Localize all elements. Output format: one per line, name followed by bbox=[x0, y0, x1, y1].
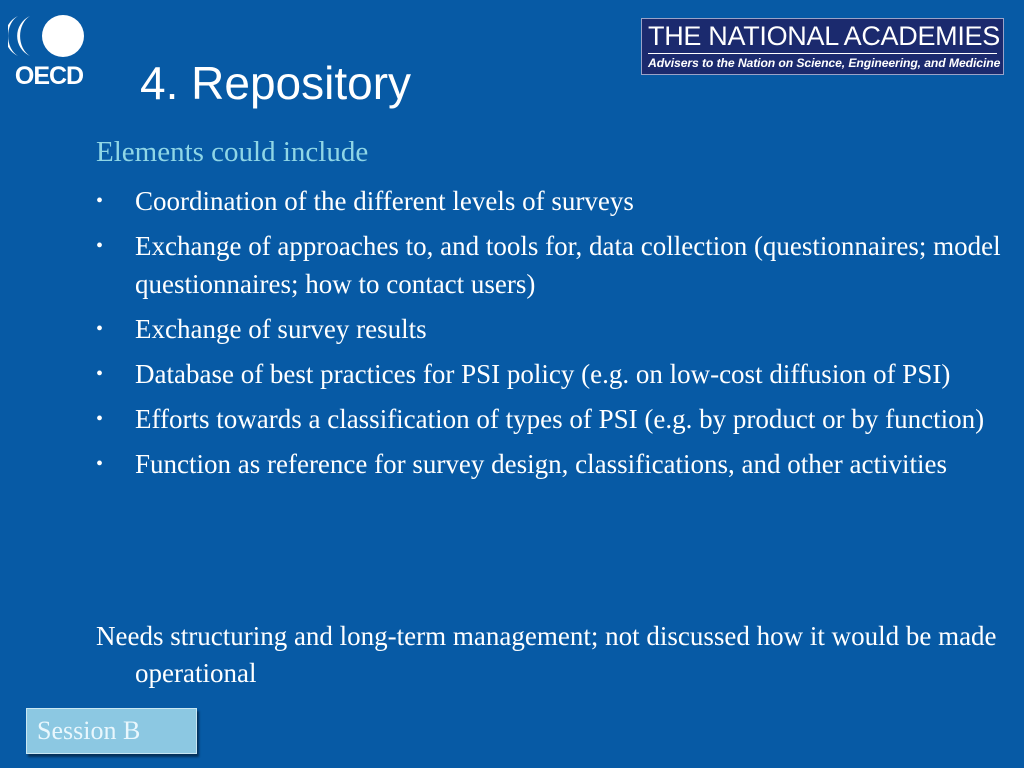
oecd-logo-text: OECD bbox=[14, 62, 84, 90]
intro-text: Elements could include bbox=[96, 136, 369, 168]
bullet-icon: • bbox=[96, 408, 104, 430]
bullet-icon: • bbox=[96, 363, 104, 385]
bullet-icon: • bbox=[96, 190, 104, 212]
bullet-list bbox=[96, 182, 1006, 490]
bullet-text: Database of best practices for PSI policy (e.g. on low-cost diffusion of PSI) bbox=[135, 359, 951, 389]
bullet-icon: • bbox=[96, 235, 104, 257]
bullet-icon: • bbox=[96, 453, 104, 475]
bullet-text: Exchange of approaches to, and tools for, data collection (questionnaires; model questionnaires; how to contact users) bbox=[135, 231, 1001, 299]
academies-title: THE NATIONAL ACADEMIES bbox=[648, 21, 1000, 51]
academies-divider bbox=[648, 53, 997, 54]
closing-text: Needs structuring and long-term management; not discussed how it would be made operational bbox=[96, 621, 997, 688]
oecd-logo bbox=[8, 12, 90, 90]
bullet-text: Exchange of survey results bbox=[135, 314, 427, 344]
national-academies-logo bbox=[641, 18, 1004, 75]
bullet-text: Efforts towards a classification of types of PSI (e.g. by product or by function) bbox=[135, 404, 985, 434]
session-b-button[interactable]: Session B bbox=[26, 708, 197, 754]
academies-subtitle: Advisers to the Nation on Science, Engineering, and Medicine bbox=[648, 56, 1001, 70]
bullet-item bbox=[96, 400, 1006, 438]
bullet-icon: • bbox=[96, 318, 104, 340]
bullet-item bbox=[96, 355, 1006, 393]
bullet-item bbox=[96, 227, 1006, 303]
bullet-text: Function as reference for survey design, classifications, and other activities bbox=[135, 449, 947, 479]
bullet-item bbox=[96, 182, 1006, 220]
slide-title: 4. Repository bbox=[140, 57, 412, 109]
bullet-item bbox=[96, 310, 1006, 348]
bullet-text: Coordination of the different levels of surveys bbox=[135, 186, 634, 216]
oecd-logo-icon bbox=[8, 12, 90, 62]
bullet-item bbox=[96, 445, 1006, 483]
